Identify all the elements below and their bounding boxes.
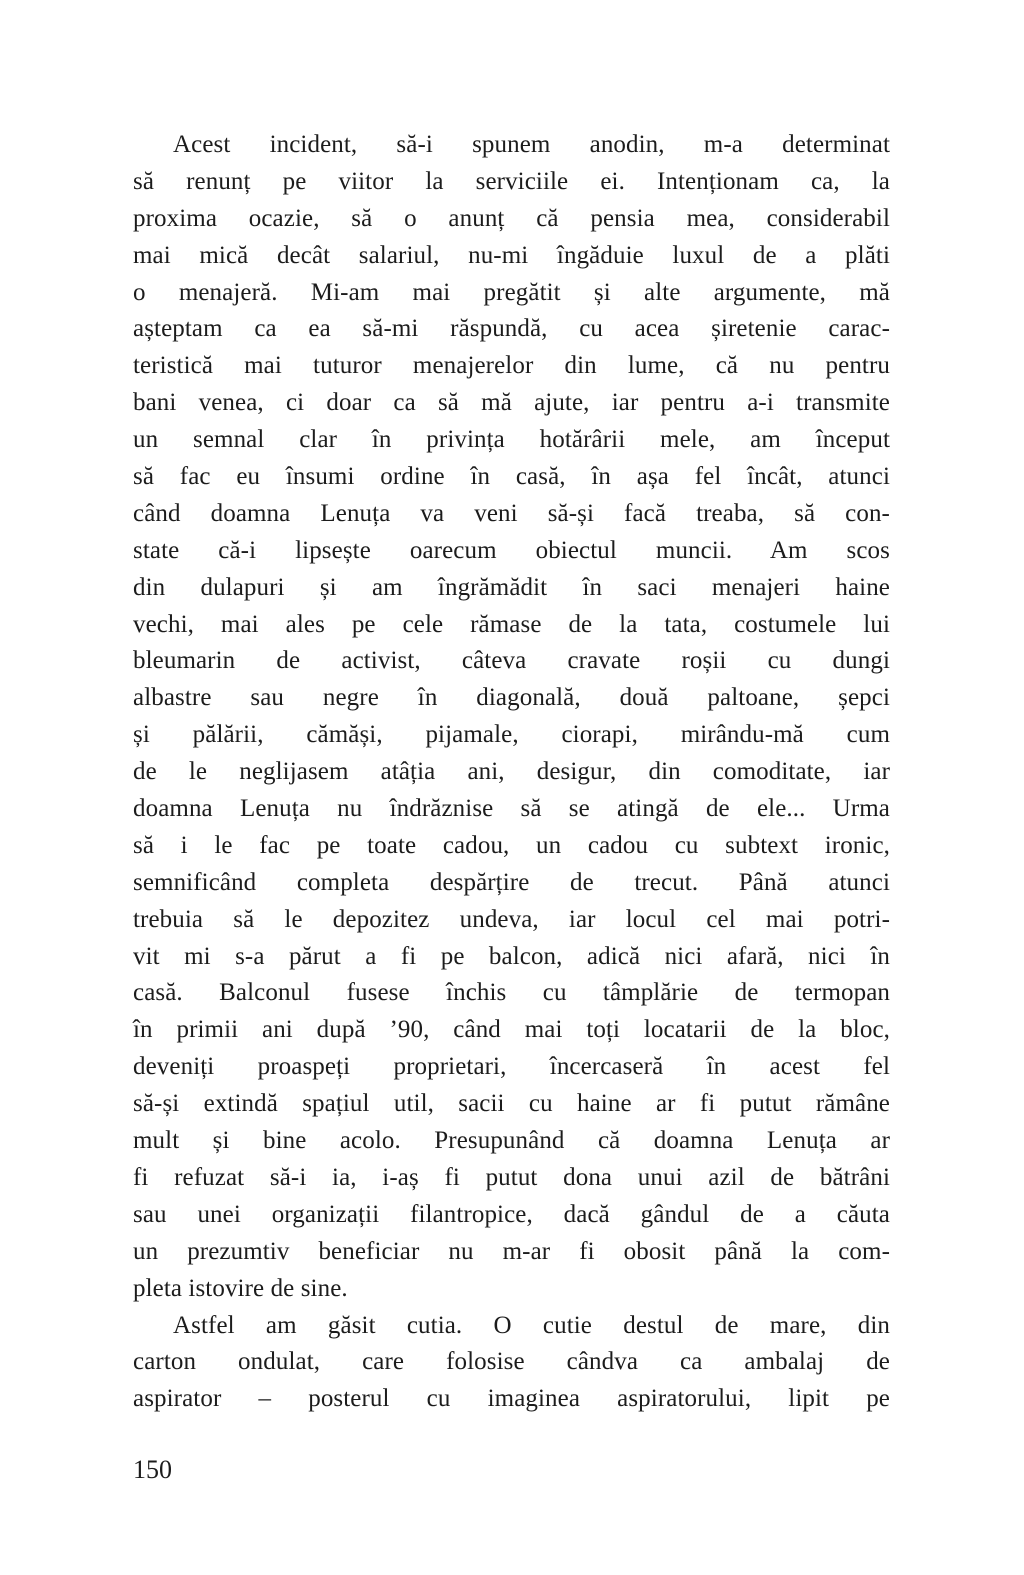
text-line: doamna Lenuța nu îndrăznise să se atingă de ele... Urma (133, 795, 890, 823)
text-line: un semnal clar în privința hotărârii mele, am început (133, 426, 890, 454)
text-line: state că-i lipsește oarecum obiectul muncii. Am scos (133, 536, 890, 564)
text-line: Astfel am găsit cutia. O cutie destul de mare, din (173, 1311, 890, 1339)
text-line: să-și extindă spațiul util, sacii cu haine ar fi putut rămâne (133, 1090, 890, 1118)
text-line: când doamna Lenuța va veni să-și facă treaba, să con- (133, 499, 890, 527)
text-line: teristică mai tuturor menajerelor din lume, că nu pentru (133, 352, 890, 380)
text-line: să renunț pe viitor la serviciile ei. Intenționam ca, la (133, 167, 890, 195)
text-line: semnificând completa despărțire de trecut. Până atunci (133, 868, 890, 896)
text-line: mai mică decât salariul, nu-mi îngăduie luxul de a plăti (133, 241, 890, 269)
text-line: Acest incident, să-i spunem anodin, m-a determinat (173, 131, 890, 158)
text-line: o menajeră. Mi-am mai pregătit și alte argumente, mă (133, 278, 890, 306)
page-number: 150 (133, 1455, 172, 1484)
text-line: deveniți proaspeți proprietari, încercaseră în acest fel (133, 1053, 890, 1081)
text-line: pleta istovire de sine. (133, 1274, 348, 1302)
text-line: vit mi s-a părut a fi pe balcon, adică nici afară, nici în (133, 942, 890, 970)
text-line: bani venea, ci doar ca să mă ajute, iar pentru a-i transmite (133, 389, 890, 417)
text-line: proxima ocazie, să o anunț că pensia mea, considerabil (133, 204, 890, 232)
text-line: un prezumtiv beneficiar nu m-ar fi obosit până la com- (133, 1237, 890, 1265)
text-line: casă. Balconul fusese închis cu tâmplărie de termopan (133, 979, 890, 1007)
text-line: și pălării, cămăși, pijamale, ciorapi, mirându-mă cum (133, 721, 890, 749)
text-line: așteptam ca ea să-mi răspundă, cu acea șiretenie carac- (133, 315, 890, 343)
body-text (133, 127, 890, 1418)
text-line: să fac eu însumi ordine în casă, în așa fel încât, atunci (133, 463, 890, 491)
text-line: să i le fac pe toate cadou, un cadou cu subtext ironic, (133, 831, 890, 859)
text-line: din dulapuri și am îngrămădit în saci menajeri haine (133, 573, 890, 601)
text-line: mult și bine acolo. Presupunând că doamna Lenuța ar (133, 1127, 890, 1155)
text-line: aspirator – posterul cu imaginea aspiratorului, lipit pe (133, 1385, 890, 1413)
text-line: sau unei organizații filantropice, dacă gândul de a căuta (133, 1200, 890, 1228)
text-line: bleumarin de activist, câteva cravate roșii cu dungi (133, 647, 890, 675)
text-line: trebuia să le depozitez undeva, iar locul cel mai potri- (133, 905, 890, 933)
text-line: vechi, mai ales pe cele rămase de la tata, costumele lui (133, 610, 890, 638)
text-line: fi refuzat să-i ia, i-aș fi putut dona unui azil de bătrâni (133, 1163, 890, 1191)
text-line: albastre sau negre în diagonală, două paltoane, șepci (133, 684, 890, 712)
text-line: carton ondulat, care folosise cândva ca ambalaj de (133, 1348, 890, 1376)
text-line: de le neglijasem atâția ani, desigur, din comoditate, iar (133, 758, 890, 786)
text-line: în primii ani după ’90, când mai toți locatarii de la bloc, (133, 1016, 890, 1044)
